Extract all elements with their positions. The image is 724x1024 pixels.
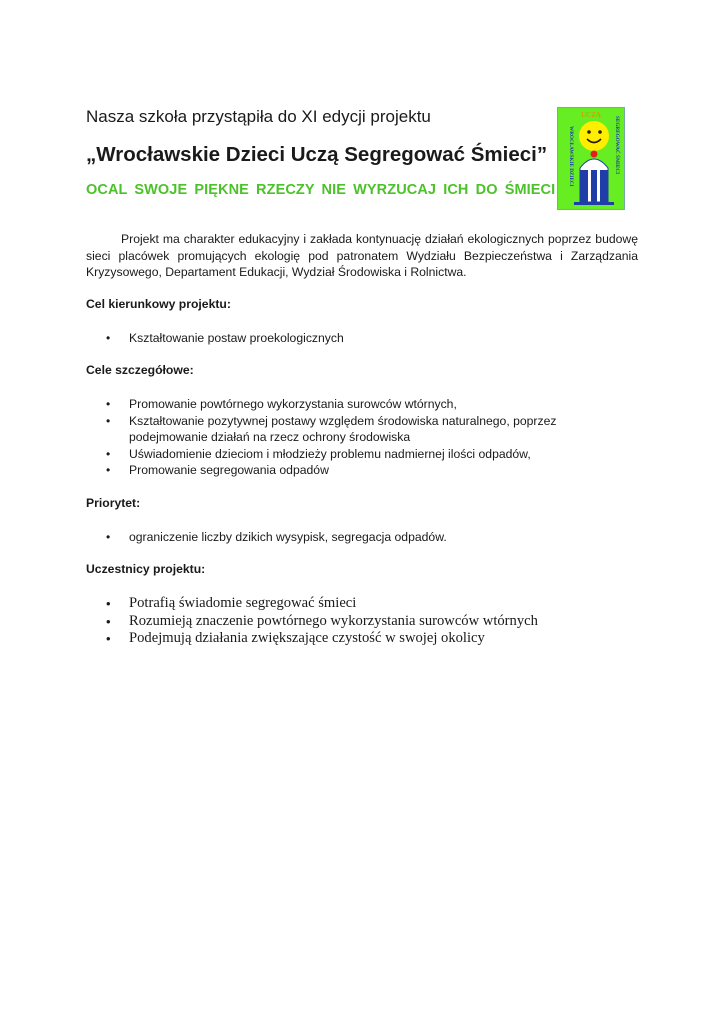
list-item: • ograniczenie liczby dzikich wysypisk, segregacja odpadów. [86, 529, 646, 546]
list-item: • Podejmują działania zwiększające czystość w swojej okolicy [86, 630, 646, 648]
list-item: • Kształtowanie postaw proekologicznych [86, 330, 646, 347]
logo-right-text: SEGREGOWAĆ ŚMIECI [614, 116, 620, 175]
list-item: • Rozumieją znaczenie powtórnego wykorzystania surowców wtórnych [86, 613, 646, 631]
list-item: • Promowanie segregowania odpadów [86, 462, 566, 479]
priority-heading: Priorytet: [86, 496, 141, 510]
project-slogan: OCAL SWOJE PIĘKNE RZECZY NIE WYRZUCAJ ICH DO ŚMIECI [86, 182, 556, 198]
list-item: • Promowanie powtórnego wykorzystania surowców wtórnych, [86, 396, 566, 413]
participants-heading: Uczestnicy projektu: [86, 562, 206, 576]
smiley-bin-logo-icon [558, 108, 624, 209]
project-title: „Wrocławskie Dzieci Uczą Segregować Śmieci” [86, 143, 548, 166]
project-logo [557, 107, 625, 210]
logo-top-text: UCZĄ [581, 111, 601, 119]
list-item: • Uświadomienie dzieciom i młodzieży problemu nadmiernej ilości odpadów, [86, 446, 566, 463]
detailed-goals-heading: Cele szczegółowe: [86, 363, 194, 377]
intro-line: Nasza szkoła przystąpiła do XI edycji projektu [86, 107, 431, 126]
list-item: • Kształtowanie pozytywnej postawy względem środowiska naturalnego, poprzez podejmowanie działań na rzecz ochrony środowiska [86, 413, 566, 446]
participants-list [86, 595, 646, 648]
detailed-goals-list [86, 396, 566, 479]
goal-list [86, 330, 646, 347]
goal-heading: Cel kierunkowy projektu: [86, 297, 231, 311]
logo-left-text: WROCŁAWSKIE DZIECI [568, 126, 574, 187]
priority-list [86, 529, 646, 546]
project-description: Projekt ma charakter edukacyjny i zakłada kontynuację działań ekologicznych poprzez budowę sieci placówek promujących ekologię pod patronatem Wydziału Bezpieczeństwa i Zarządzania Kryzysowego, Departament Edukacji, Wydział Środowiska i Rolnictwa. [86, 232, 638, 279]
list-item: • Potrafią świadomie segregować śmieci [86, 595, 646, 613]
